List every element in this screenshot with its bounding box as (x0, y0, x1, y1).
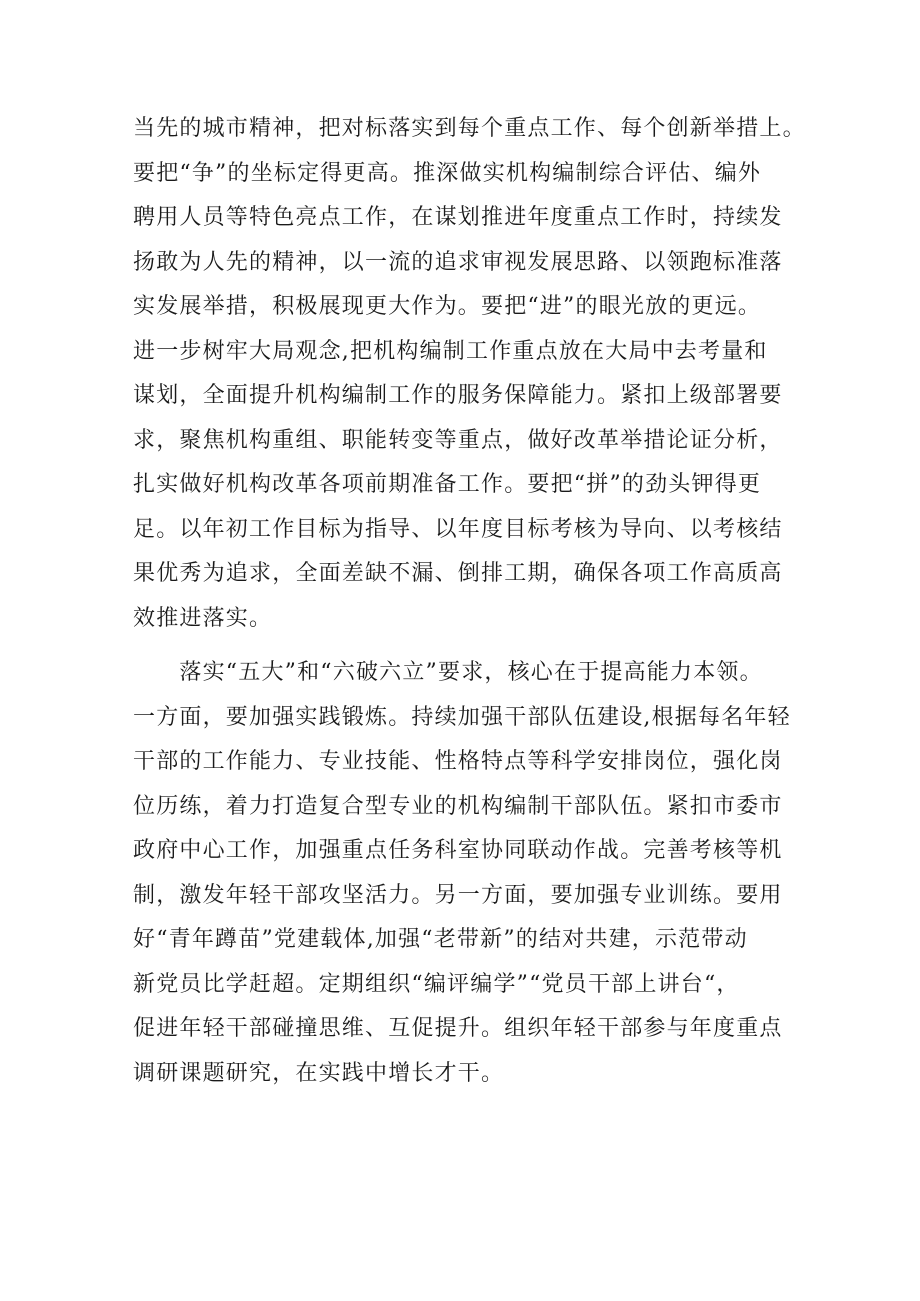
text-line: 调研课题研究，在实践中增长才干。 (133, 1060, 505, 1086)
text-line: 果优秀为追求，全面差缺不漏、倒排工期，确保各项工作高质高 (133, 561, 783, 586)
text-line: 干部的工作能力、专业技能、性格特点等科学安排岗位，强化岗 (133, 749, 783, 774)
text-line: 政府中心工作，加强重点任务科室协同联动作战。完善考核等机 (133, 838, 783, 863)
text-line: 求，聚焦机构重组、职能转变等重点，做好改革举措论证分析， (133, 427, 783, 453)
text-line: 好“青年蹲苗”党建载体,加强“老带新”的结对共建，示范带动 (133, 927, 748, 952)
text-line: 新党员比学赶超。定期组织“编评编学”“党员干部上讲台“， (133, 971, 740, 997)
text-line: 位历练，着力打造复合型专业的机构编制干部队伍。紧扣市委市 (133, 793, 783, 819)
text-line: 足。以年初工作目标为指导、以年度目标考核为导向、以考核结 (133, 516, 783, 542)
text-line: 落实“五大”和“六破六立”要求，核心在于提高能力本领。 (133, 660, 763, 685)
paragraph-1 (133, 107, 806, 641)
text-line: 制，激发年轻干部攻坚活力。另一方面，要加强专业训练。要用 (133, 882, 783, 908)
text-line: 扎实做好机构改革各项前期准备工作。要把“拼”的劲头钾得更 (133, 472, 762, 497)
text-line: 当先的城市精神，把对标落实到每个重点工作、每个创新举措上。 (133, 116, 806, 141)
document-body (133, 107, 806, 1096)
text-line: 效推进落实。 (133, 605, 273, 631)
text-line: 聘用人员等特色亮点工作，在谋划推进年度重点工作时，持续发 (133, 205, 783, 230)
text-line: 一方面，要加强实践锻炼。持续加强干部队伍建设,根据每名年轻 (133, 704, 791, 730)
text-line: 扬敢为人先的精神，以一流的追求审视发展思路、以领跑标准落 (133, 249, 783, 275)
text-line: 要把“争”的坐标定得更高。推深做实机构编制综合评估、编外 (133, 160, 762, 186)
text-line: 进一步树牢大局观念,把机构编制工作重点放在大局中去考量和 (133, 338, 768, 364)
paragraph-2 (133, 651, 803, 1096)
text-line: 谋划，全面提升机构编制工作的服务保障能力。紧扣上级部署要 (133, 383, 783, 408)
text-line: 实发展举措，积极展现更大作为。要把“进”的眼光放的更远。 (133, 294, 762, 319)
text-line: 促进年轻干部碰撞思维、互促提升。组织年轻干部参与年度重点 (133, 1016, 783, 1041)
